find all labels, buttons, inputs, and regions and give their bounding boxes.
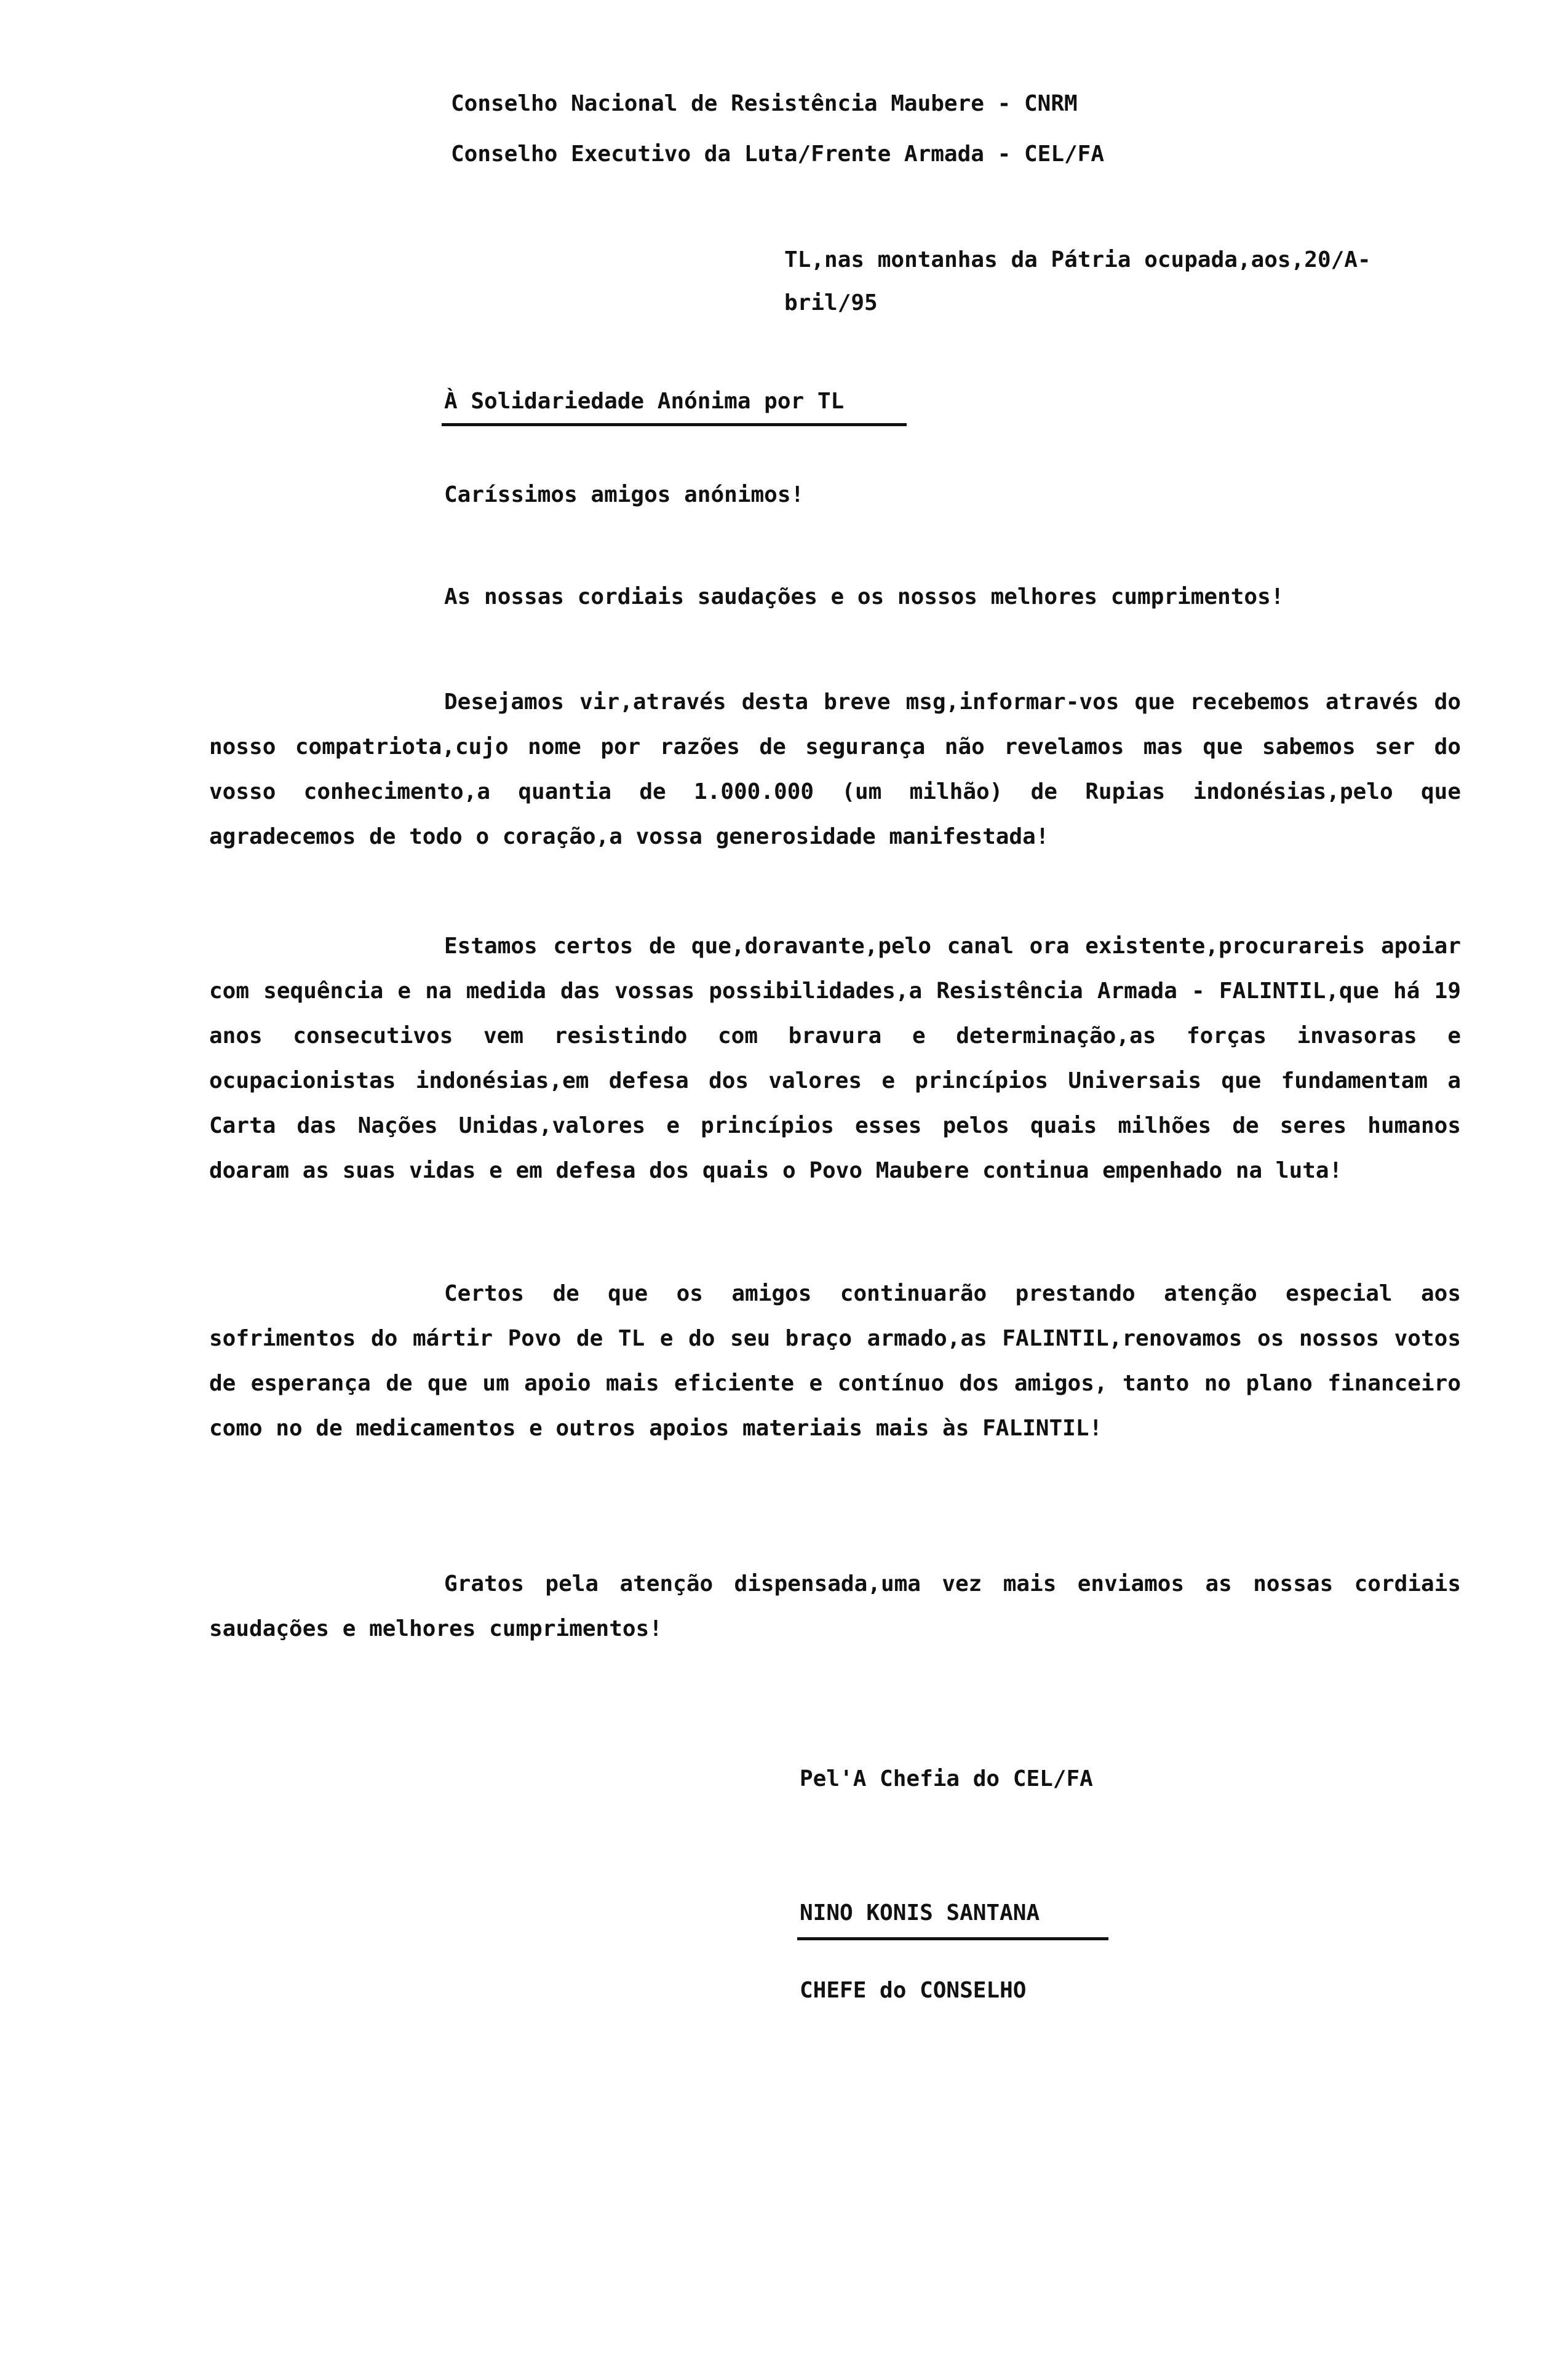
signature-on-behalf: Pel'A Chefia do CEL/FA — [800, 1766, 1093, 1791]
closing-paragraph: Gratos pela atenção dispensada,uma vez mais enviamos as nossas cordiais saudações e melhores cumprimentos! — [209, 1571, 1461, 1641]
body-paragraph-2: Estamos certos de que,doravante,pelo canal ora existente,procurareis apoiar com sequência e na medida das vossas possibilidades,a Resistência Armada - FALINTIL,que há 19 anos consecutivos vem resistindo com bravura e determinação,as forças invasoras e ocupacionistas indonésias,em defesa dos valores e princípios Universais que fundamentam a Carta das Nações Unidas,valores e princípios esses pelos quais milhões de seres humanos doaram as suas vidas e em defesa dos quais o Povo Maubere continua empenhado na luta! — [209, 934, 1461, 1183]
signatory-name: NINO KONIS SANTANA — [800, 1900, 1040, 1926]
salutation: Caríssimos amigos anónimos! — [444, 482, 805, 507]
signature-rule — [797, 1937, 1108, 1940]
place-date-line-1: TL,nas montanhas da Pátria ocupada,aos,20/A- — [784, 247, 1371, 272]
body-paragraph-3: Certos de que os amigos continuarão prestando atenção especial aos sofrimentos do mártir Povo de TL e do seu braço armado,as FALINTIL,renovamos os nossos votos de esperança de que um apoio mais eficiente e contínuo dos amigos, tanto no plano financeiro como no de medicamentos e outros apoios materiais mais às FALINTIL! — [209, 1281, 1461, 1441]
body-paragraph-1: Desejamos vir,através desta breve msg,informar-vos que recebemos através do nosso compatriota,cujo nome por razões de segurança não revelamos mas que sabemos ser do vosso conhecimento,a quantia de 1.000.000 (um milhão) de Rupias indonésias,pelo que agradecemos de todo o coração,a vossa generosidade manifestada! — [209, 689, 1461, 849]
subject-line: À Solidariedade Anónima por TL — [444, 389, 845, 414]
letterhead-line-2: Conselho Executivo da Luta/Frente Armada - CEL/FA — [451, 141, 1105, 167]
opening-greeting: As nossas cordiais saudações e os nossos melhores cumprimentos! — [444, 584, 1284, 609]
letterhead-line-1: Conselho Nacional de Resistência Maubere - CNRM — [451, 91, 1078, 116]
place-date-line-2: bril/95 — [784, 290, 878, 315]
subject-underline — [442, 423, 907, 426]
signatory-title: CHEFE do CONSELHO — [800, 1978, 1027, 2003]
